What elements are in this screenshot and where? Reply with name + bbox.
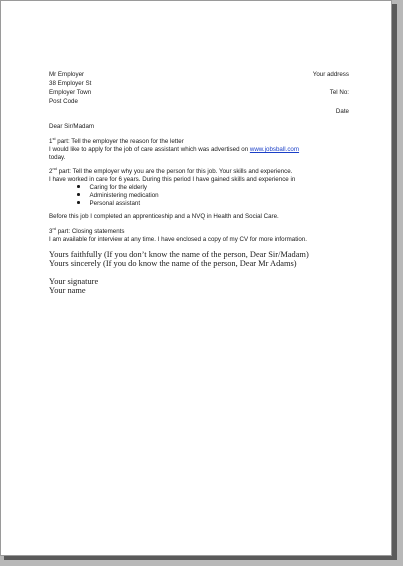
bullet-text: Administering medication [89, 192, 159, 199]
page-shadow-bottom [4, 556, 397, 560]
bullet-item [77, 200, 140, 207]
signature-label: Your signature [49, 277, 99, 286]
part1-body [49, 146, 299, 153]
sender-tel: Tel No: [329, 89, 349, 96]
bullet-item [77, 192, 159, 199]
part3-heading [49, 225, 125, 235]
part2-heading [49, 165, 293, 175]
part3-body: I am available for interview at any time. I have enclosed a copy of my CV for more information. [49, 236, 307, 243]
bullet-dot [77, 193, 80, 196]
bullet-dot [77, 201, 80, 204]
signature-name: Your name [49, 286, 86, 295]
recipient-street: 38 Employer St [49, 80, 92, 87]
part2-body: I have worked in care for 6 years. During this period I have gained skills and experience in [49, 176, 296, 183]
part1-heading-text: part: Tell the employer the reason for the letter [55, 138, 184, 145]
recipient-town: Employer Town [49, 89, 92, 96]
bullet-item [77, 184, 147, 191]
recipient-postcode: Post Code [49, 98, 78, 105]
part2-heading-text: part: Tell the employer why you are the person for this job. Your skills and experience. [56, 168, 293, 175]
part3-heading-text: part: Closing statements [56, 228, 125, 235]
apprenticeship-text: Before this job I completed an apprenticeship and a NVQ in Health and Social Care. [49, 213, 279, 220]
closing-faithfully: Yours faithfully (If you don’t know the name of the person, Dear Sir/Madam) [49, 250, 309, 259]
part2-number: 2 [49, 168, 53, 175]
page-shadow-right [392, 4, 397, 559]
recipient-name: Mr Employer [49, 71, 85, 78]
part1-body-text: I would like to apply for the job of care assistant which was advertised on [49, 146, 250, 153]
jobsball-link[interactable]: www.jobsball.com [249, 146, 300, 153]
bullet-dot [77, 185, 80, 188]
letter-date: Date [335, 108, 349, 115]
part1-body-end: today. [49, 154, 66, 161]
bullet-text: Caring for the elderly [89, 184, 147, 191]
part1-ordinal: st [52, 135, 56, 141]
part3-ordinal: rd [52, 225, 57, 231]
closing-sincerely: Yours sincerely (If you do know the name of the person, Dear Mr Adams) [49, 259, 297, 268]
part1-number: 1 [49, 138, 53, 145]
sender-address: Your address [312, 71, 349, 78]
part3-number: 3 [49, 228, 53, 235]
part2-ordinal: nd [52, 165, 57, 171]
part1-heading [49, 135, 184, 145]
salutation: Dear Sir/Madam [49, 123, 95, 130]
bullet-text: Personal assistant [89, 200, 141, 207]
